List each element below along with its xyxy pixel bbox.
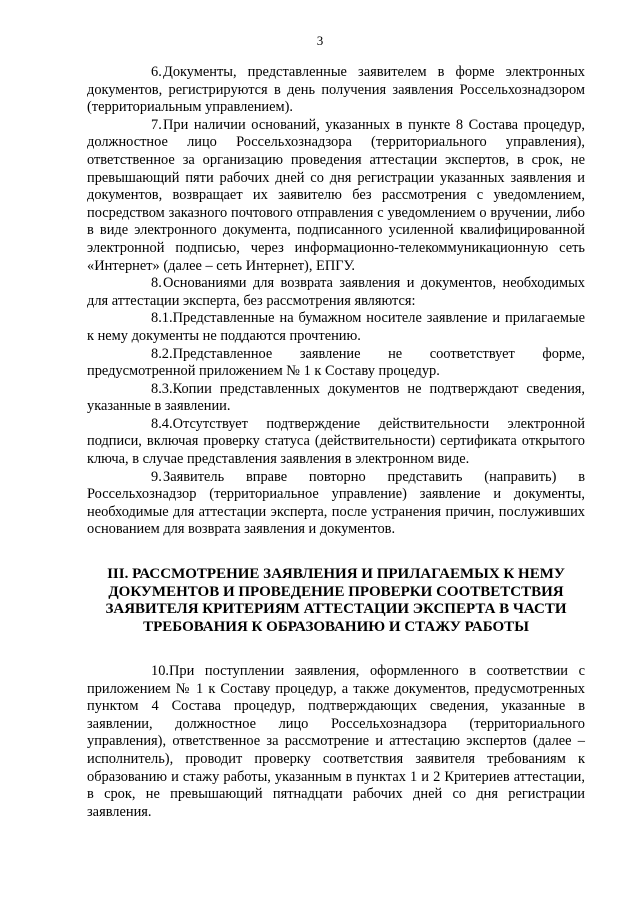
section-heading: III. РАССМОТРЕНИЕ ЗАЯВЛЕНИЯ И ПРИЛАГАЕМЫХ К НЕМУ ДОКУМЕНТОВ И ПРОВЕДЕНИЕ ПРОВЕРКИ СООТВЕТСТВИЯ ЗАЯВИТЕЛЯ КРИТЕРИЯМ АТТЕСТАЦИИ ЭКСПЕРТА В ЧАСТИ ТРЕБОВАНИЯ К ОБРАЗОВАНИЮ И СТАЖУ РАБОТЫ xyxy=(105,566,567,635)
paragraph-number: 10. xyxy=(151,663,169,680)
paragraph-text: Представленные на бумажном носителе заявление и прилагаемые к нему документы не поддаются прочтению. xyxy=(87,310,585,344)
paragraph-number: 8.3. xyxy=(151,380,173,397)
page-number: 3 xyxy=(316,33,324,48)
paragraph-text: Заявитель вправе повторно представить (направить) в Россельхознадзор (территориальное управление) заявление и документы, необходимые для аттестации эксперта, после устранения причин, послуживших основанием для возврата заявления и документов. xyxy=(87,468,585,538)
paragraph-number: 8.4. xyxy=(151,415,173,432)
paragraph-text: Копии представленных документов не подтверждают сведения, указанные в заявлении. xyxy=(87,380,585,415)
paragraph-8-3 xyxy=(87,381,585,416)
paragraph-10 xyxy=(87,663,585,821)
paragraph-7 xyxy=(87,117,585,275)
paragraph-number: 9. xyxy=(151,468,162,485)
paragraph-8-2 xyxy=(87,346,585,381)
paragraph-number: 7. xyxy=(151,116,162,133)
paragraph-number: 8.2. xyxy=(151,345,173,362)
paragraph-number: 8. xyxy=(151,275,162,292)
section-spacer xyxy=(87,636,585,663)
paragraph-8-1 xyxy=(87,310,585,345)
paragraph-text: Основаниями для возврата заявления и документов, необходимых для аттестации эксперта, без рассмотрения являются: xyxy=(87,275,585,309)
paragraph-text: Документы, представленные заявителем в форме электронных документов, регистрируются в день получения заявления Россельхознадзором (территориальным управлением). xyxy=(87,64,585,116)
paragraph-number: 6. xyxy=(151,64,162,80)
paragraph-text: Отсутствует подтверждение действительности электронной подписи, включая проверку статуса (действительности) сертификата открытого ключа, в случае представления заявления в электронном виде. xyxy=(87,415,585,468)
paragraph-number: 8.1. xyxy=(151,310,173,327)
paragraph-8-4 xyxy=(87,416,585,469)
paragraph-text: При наличии оснований, указанных в пункте 8 Состава процедур, должностное лицо Россельхознадзора (территориального управления), ответственное за организацию проведения аттестации экспертов, в срок, не превышающий пяти рабочих дней со дня регистрации указанных заявления и документов, возвращает их заявителю без рассмотрения с уведомлением, посредством заказного почтового отправления с уведомлением о вручении, либо в виде электронного документа, подписанного усиленной квалифицированной электронной подписью, через информационно-телекоммуникационную сеть «Интернет» (далее – сеть Интернет), ЕПГУ. xyxy=(87,116,585,274)
paragraph-8 xyxy=(87,275,585,310)
paragraph-text: Представленное заявление не соответствует форме, предусмотренной приложением № 1 к Составу процедур. xyxy=(87,345,585,380)
paragraph-9 xyxy=(87,469,585,539)
paragraph-6 xyxy=(87,64,585,117)
document-body xyxy=(87,64,585,821)
paragraph-text: При поступлении заявления, оформленного в соответствии с приложением № 1 к Составу процедур, а также документов, предусмотренных пунктом 4 Состава процедур, подтверждающих сведения, указанные в заявлении, должностное лицо Россельхознадзора (территориального управления), ответственное за рассмотрение и аттестацию экспертов (далее – исполнитель), проводит проверку соответствия заявителя требованиям к образованию и стажу работы, указанным в пунктах 1 и 2 Критериев аттестации, в срок, не превышающий пятнадцати рабочих дней со дня регистрации заявления. xyxy=(87,663,585,820)
